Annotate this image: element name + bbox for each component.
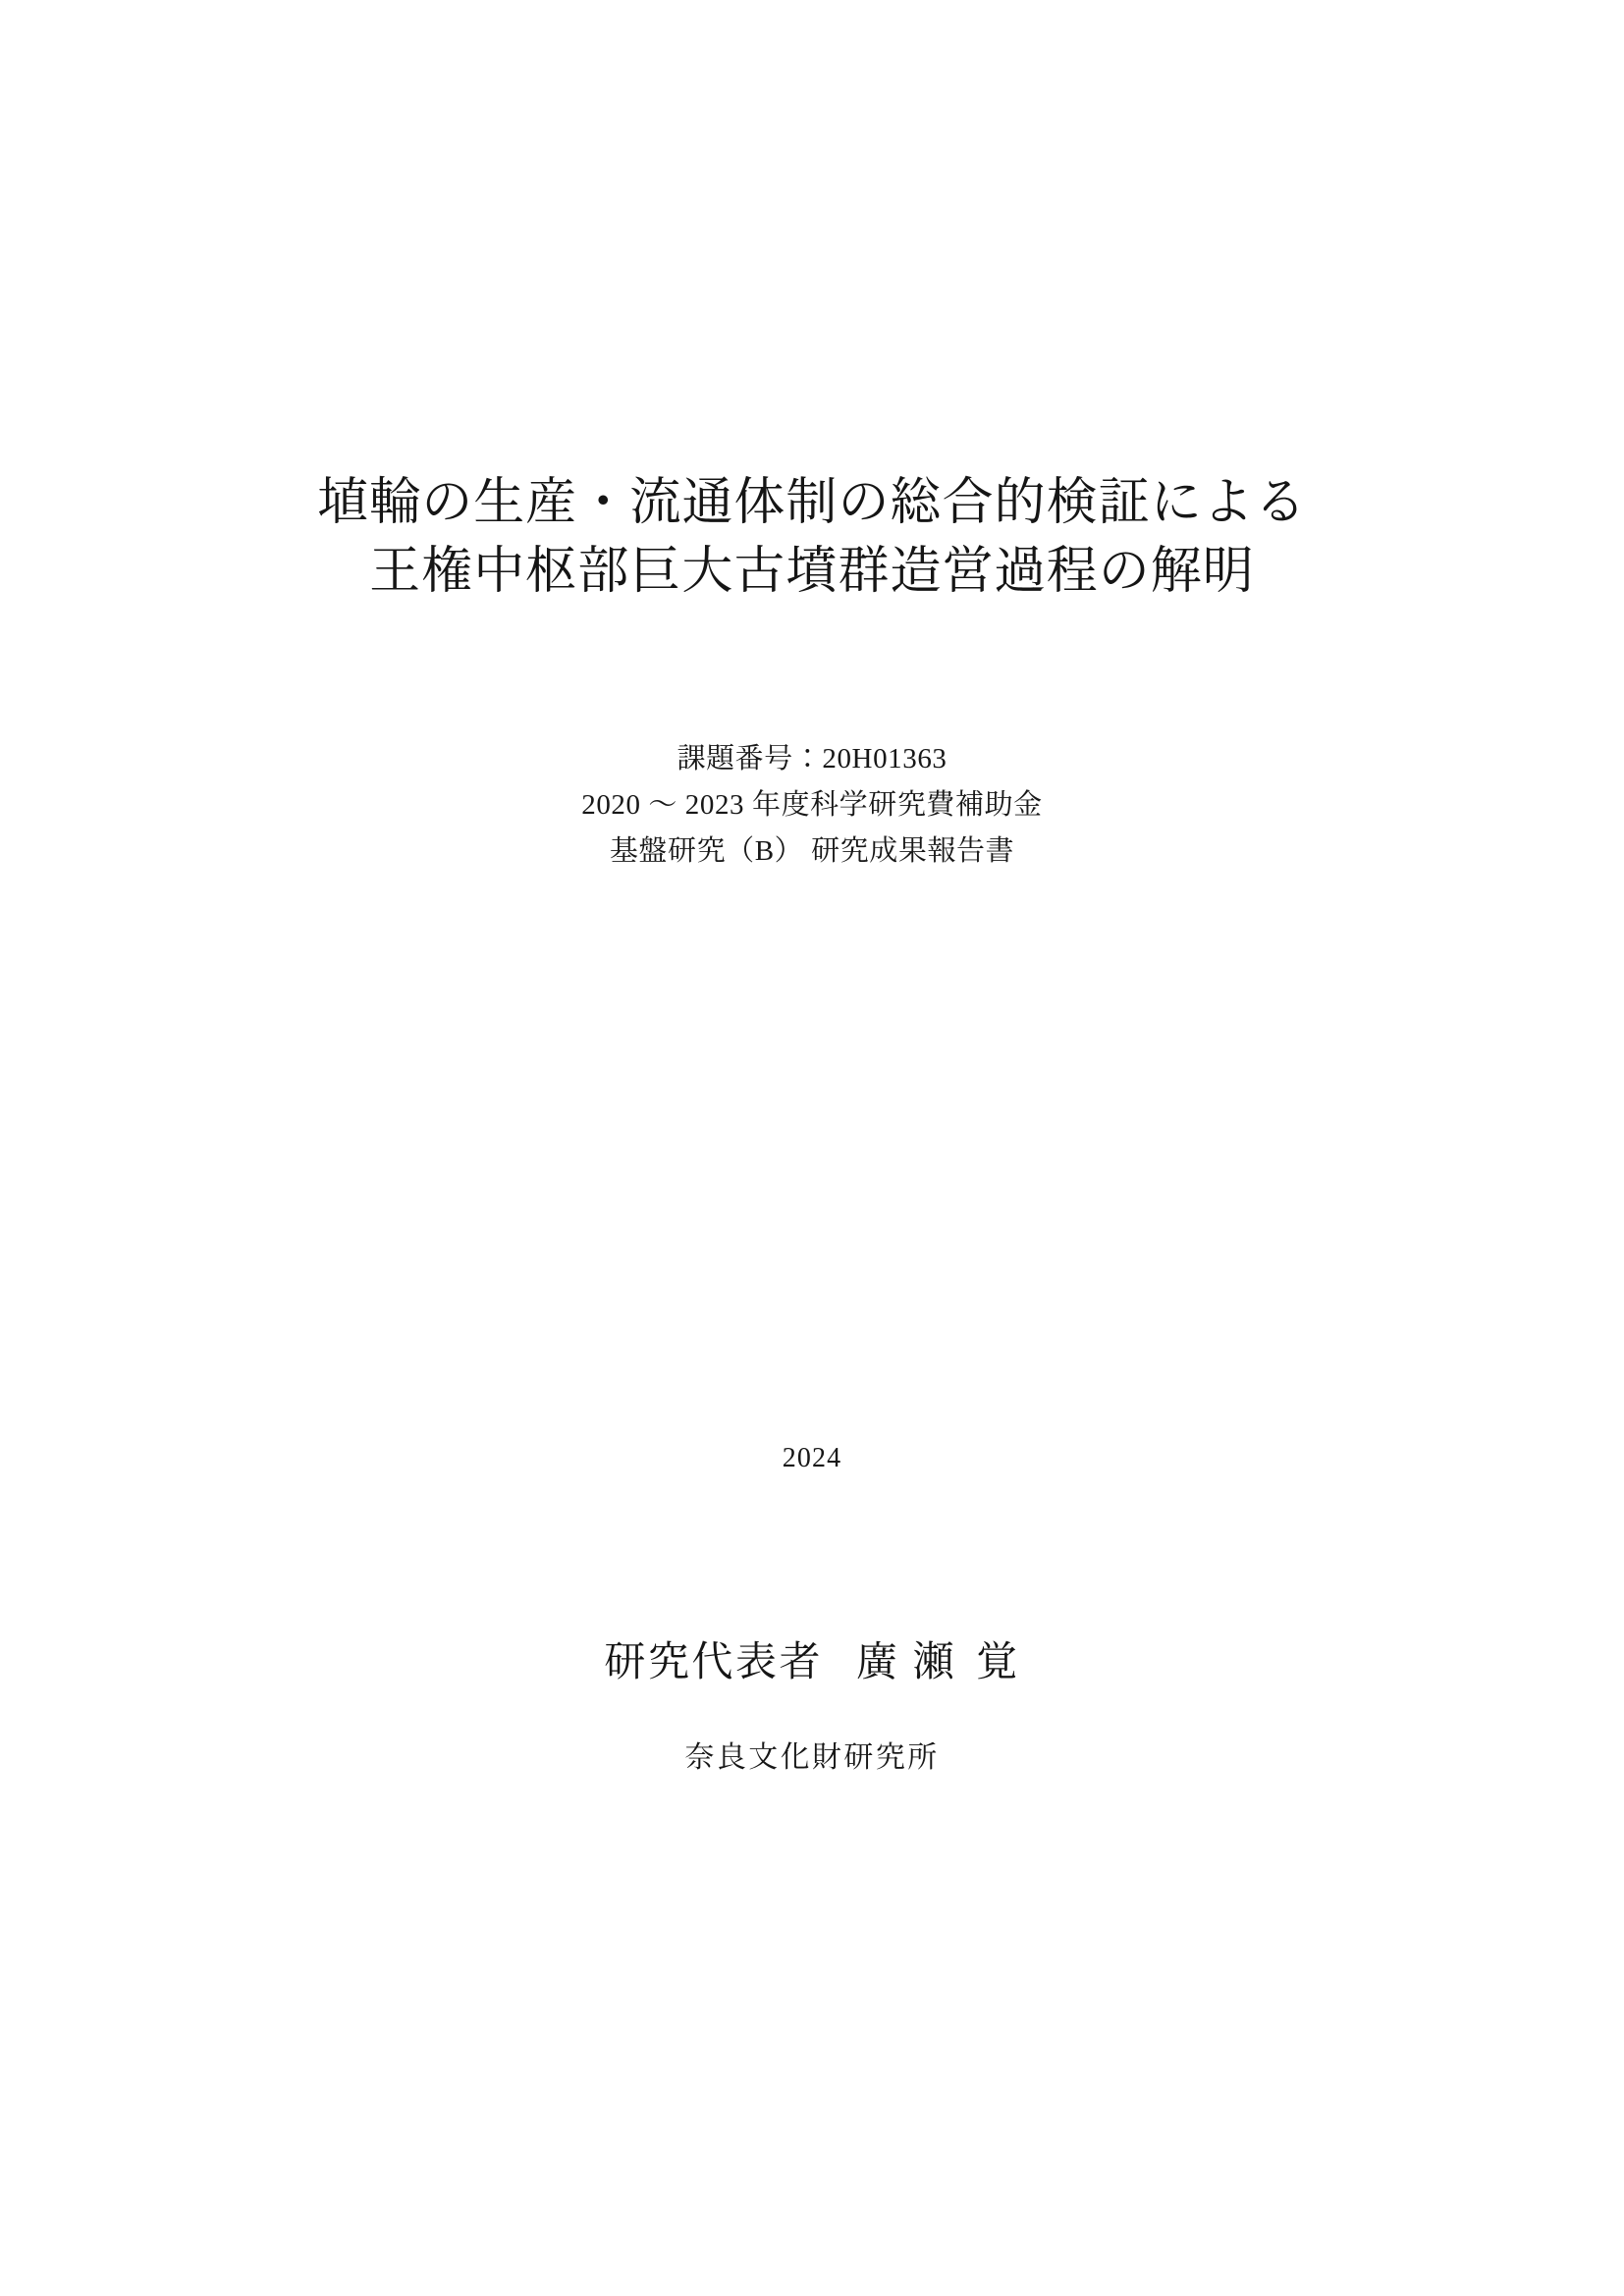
title-line-2: 王権中枢部巨大古墳群造営過程の解明 — [369, 543, 1255, 600]
grant-metadata — [0, 736, 1624, 875]
author-role-label: 研究代表者 — [604, 1640, 823, 1685]
author-family-name: 廣 瀬 — [856, 1640, 957, 1685]
affiliation-text: 奈良文化財研究所 — [684, 1741, 940, 1774]
author-affiliation — [0, 1733, 1624, 1776]
grant-category: 基盤研究（B） 研究成果報告書 — [609, 834, 1015, 867]
publication-year — [0, 1443, 1624, 1474]
title-line-1: 埴輪の生産・流通体制の総合的検証による — [317, 475, 1307, 531]
document-title — [0, 469, 1624, 606]
author-line — [0, 1629, 1624, 1688]
grant-period: 2020 〜 2023 年度科学研究費補助金 — [581, 788, 1043, 821]
year-text: 2024 — [782, 1443, 842, 1473]
grant-number: 課題番号：20H01363 — [677, 743, 947, 774]
author-given-name: 覚 — [976, 1640, 1020, 1685]
